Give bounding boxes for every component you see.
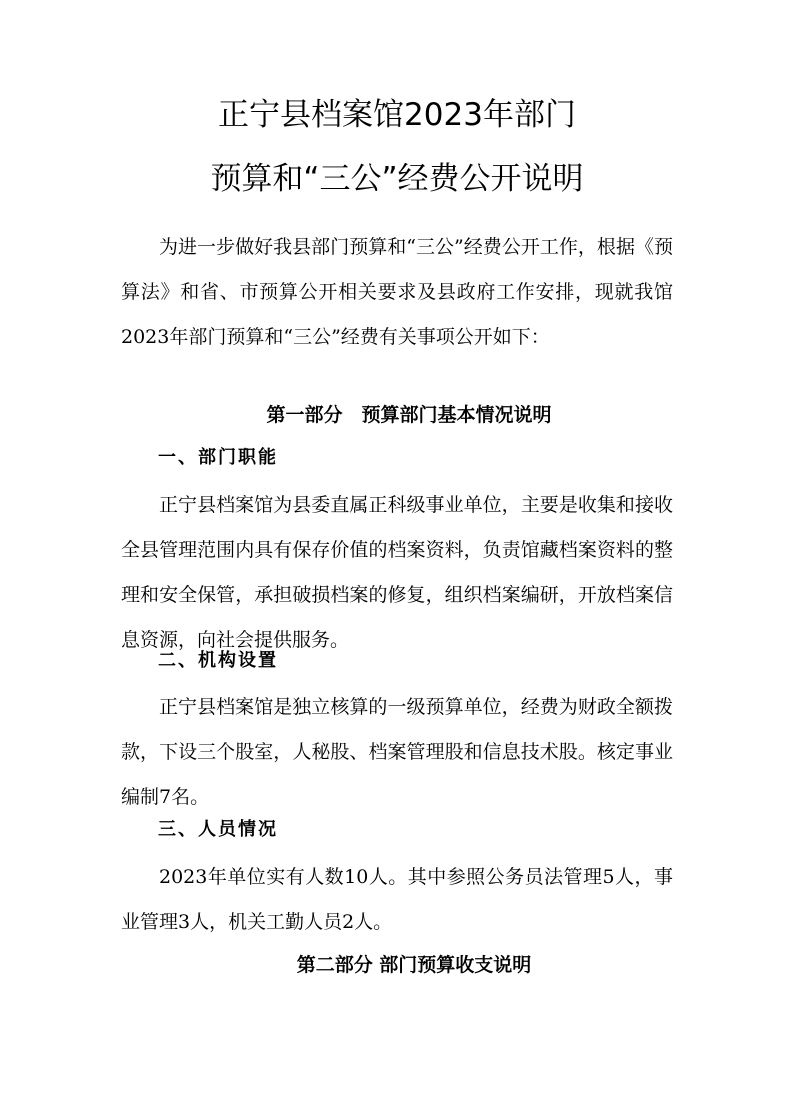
intro-paragraph: 为进一步做好我县部门预算和“三公”经费公开工作，根据《预算法》和省、市预算公开相关要求及县政府工作安排，现就我馆2023年部门预算和“三公”经费有关事项公开如下： <box>121 236 673 348</box>
section-text-personnel: 2023年单位实有人数10人。其中参照公务员法管理5人，事业管理3人，机关工勤人员2人。 <box>121 866 673 933</box>
section-text-organization: 正宁县档案馆是独立核算的一级预算单位，经费为财政全额拨款，下设三个股室，人秘股、档案管理股和信息技术股。核定事业编制7名。 <box>121 696 673 808</box>
part-2-title: 第二部分 部门预算收支说明 <box>296 954 532 976</box>
document-title-line-2: 预算和“三公”经费公开说明 <box>210 161 584 197</box>
section-heading-organization: 二、机构设置 <box>158 650 278 671</box>
section-heading-personnel: 三、人员情况 <box>158 819 278 840</box>
part-1-title: 第一部分 预算部门基本情况说明 <box>266 404 552 426</box>
document-title-line-1: 正宁县档案馆2023年部门 <box>218 97 576 133</box>
section-text-functions: 正宁县档案馆为县委直属正科级事业单位，主要是收集和接收全县管理范围内具有保存价值的档案资料，负责馆藏档案资料的整理和安全保管，承担破损档案的修复，组织档案编研，开放档案信息资源，向社会提供服务。 <box>121 494 673 651</box>
section-heading-functions: 一、部门职能 <box>158 447 278 468</box>
